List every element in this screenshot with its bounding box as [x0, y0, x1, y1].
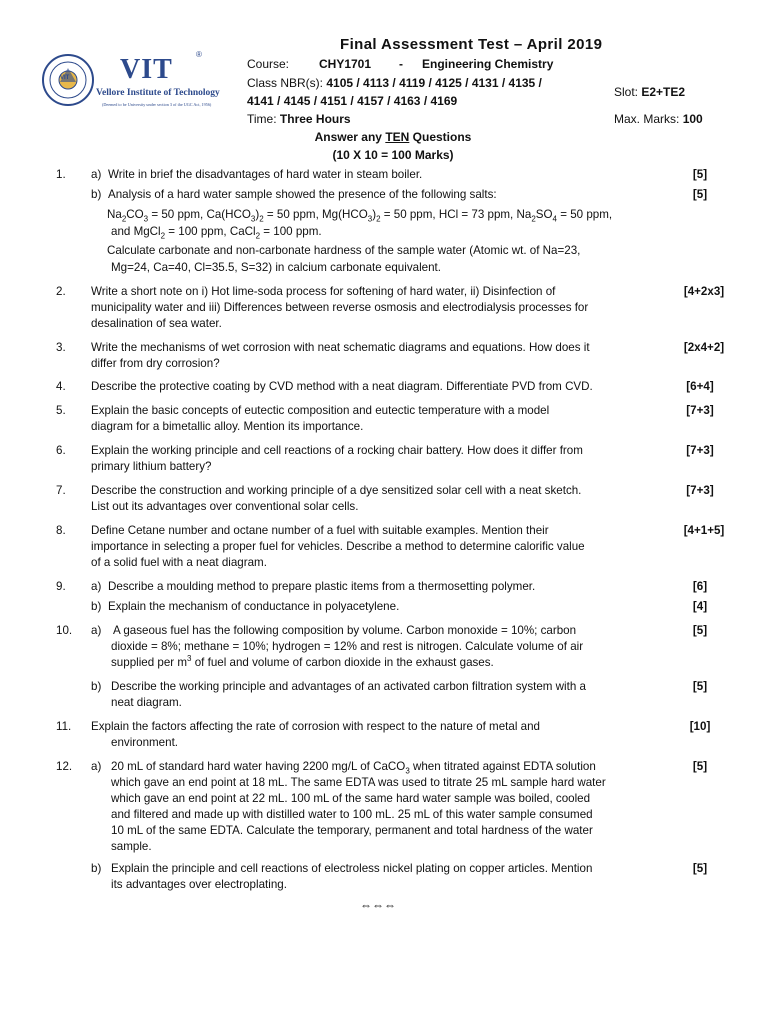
q11-marks: [10]	[689, 720, 711, 733]
q2-marks: [4+2x3]	[683, 285, 725, 298]
q10b-marks: [5]	[692, 680, 708, 693]
q5-number: 5.	[56, 404, 66, 417]
q1b-label: b)	[91, 188, 102, 201]
q9a-marks: [6]	[692, 580, 708, 593]
q1a-label: a)	[91, 168, 102, 181]
slot-row	[614, 83, 685, 101]
q10a-l1: A gaseous fuel has the following composition by volume. Carbon monoxide = 10%; carbon	[113, 624, 577, 637]
q6-number: 6.	[56, 444, 66, 457]
salts-formula-1: $Na_2CO_3 = 50$ ppm, $Ca(HCO_3)_2 = 50$ ppm, $Mg(HCO_3)_2 = 50$ ppm, HCl = 73 ppm, $Na_2SO_4 = 50$ ppm,	[107, 208, 613, 224]
q5-marks: [7+3]	[686, 404, 714, 417]
q12a-l3: which gave an end point at 22 mL. 100 mL of the same hard water sample was boiled, cooled	[111, 792, 591, 805]
q10b-label: b)	[91, 680, 102, 693]
time-label: Time:	[247, 112, 277, 126]
registered-mark: ®	[196, 50, 202, 59]
q10a-l3: supplied per $m^3$ of fuel and volume of carbon dioxide in the exhaust gases.	[111, 654, 494, 669]
course-label: Course:	[247, 57, 290, 71]
q6-l2: primary lithium battery?	[91, 460, 212, 473]
slot-value: E2+TE2	[641, 85, 686, 99]
q6-marks: [7+3]	[686, 444, 714, 457]
q7-number: 7.	[56, 484, 66, 497]
q9b-label: b)	[91, 600, 102, 613]
logo-text: VIT	[120, 54, 173, 85]
max-marks-row	[614, 110, 703, 128]
q7-l2: List out its advantages over conventional solar cells.	[91, 500, 359, 513]
max-marks-value: 100	[682, 112, 703, 126]
slot-label: Slot:	[614, 85, 639, 99]
q12b-marks: [5]	[692, 862, 708, 875]
q8-marks: [4+1+5]	[683, 524, 725, 537]
time-value: Three Hours	[279, 112, 351, 126]
q1-number: 1.	[56, 168, 66, 181]
class-numbers-line2: 4141 / 4145 / 4151 / 4157 / 4163 / 4169	[247, 94, 458, 108]
q12a-marks: [5]	[692, 760, 708, 773]
q10b-l2: neat diagram.	[111, 696, 182, 709]
class-row-1	[247, 74, 542, 92]
course-code: CHY1701	[319, 57, 372, 71]
q2-number: 2.	[56, 285, 66, 298]
q11-number: 11.	[56, 720, 72, 733]
instr-post: Questions	[412, 130, 472, 144]
end-of-paper-arrows-icon: ⇔⇔⇔	[360, 898, 396, 912]
q1b-calc-l1: Calculate carbonate and non-carbonate hardness of the sample water (Atomic wt. of Na=23,	[107, 244, 581, 257]
q4-number: 4.	[56, 380, 66, 393]
q12b-l1: Explain the principle and cell reactions of electroless nickel plating on copper articles. Mention	[111, 862, 593, 875]
q3-l1: Write the mechanisms of wet corrosion with neat schematic diagrams and equations. How does it	[91, 341, 590, 354]
q10b-l1: Describe the working principle and advantages of an activated carbon filtration system with a	[111, 680, 586, 693]
q12a-l5: 10 mL of the same EDTA. Calculate the temporary, permanent and total hardness of the water	[111, 824, 593, 837]
instr-pre: Answer any	[314, 130, 382, 144]
class-numbers-line1: 4105 / 4113 / 4119 / 4125 / 4131 / 4135 /	[326, 76, 542, 90]
q4-marks: [6+4]	[686, 380, 714, 393]
q8-l2: importance in selecting a proper fuel for vehicles. Describe a method to determine calorific value	[91, 540, 585, 553]
q3-marks: [2x4+2]	[683, 341, 725, 354]
instructions-line2: (10 X 10 = 100 Marks)	[332, 148, 454, 162]
q10-number: 10.	[56, 624, 73, 637]
q12a-l1: 20 mL of standard hard water having 2200 mg/L of CaCO$_3$ when titrated against EDTA solution	[111, 760, 596, 776]
q10a-label: a)	[91, 624, 102, 637]
q1a-text: Write in brief the disadvantages of hard water in steam boiler.	[108, 168, 423, 181]
vit-logo	[40, 52, 220, 112]
q12-number: 12.	[56, 760, 73, 773]
q4-l1: Describe the protective coating by CVD method with a neat diagram. Differentiate PVD from CVD.	[91, 380, 593, 393]
q5-l1: Explain the basic concepts of eutectic composition and eutectic temperature with a model	[91, 404, 550, 417]
course-name: Engineering Chemistry	[422, 57, 554, 71]
q11-l1: Explain the factors affecting the rate of corrosion with respect to the nature of metal and	[91, 720, 540, 733]
instructions-line1	[250, 128, 536, 146]
q7-marks: [7+3]	[686, 484, 714, 497]
logo-institute-name: Vellore Institute of Technology	[96, 88, 220, 98]
q9b-marks: [4]	[692, 600, 708, 613]
q12b-l2: its advantages over electroplating.	[111, 878, 287, 891]
q8-l3: of a solid fuel with a neat diagram.	[91, 556, 267, 569]
q12a-l4: and filtered and made up with distilled water to 100 mL. 25 mL of this water sample consumed	[111, 808, 593, 821]
q2-l3: desalination of sea water.	[91, 317, 222, 330]
q10a-marks: [5]	[692, 624, 708, 637]
q9-number: 9.	[56, 580, 66, 593]
instr-ten: TEN	[385, 130, 410, 144]
q1b-marks: [5]	[692, 188, 708, 201]
q2-l1: Write a short note on i) Hot lime-soda process for softening of hard water, ii) Disinfection of	[91, 285, 556, 298]
max-marks-label: Max. Marks:	[614, 112, 680, 126]
q12a-label: a)	[91, 760, 102, 773]
q8-number: 8.	[56, 524, 66, 537]
q1b-text: Analysis of a hard water sample showed the presence of the following salts:	[108, 188, 497, 201]
course-row	[247, 55, 554, 73]
q9b-text: Explain the mechanism of conductance in polyacetylene.	[108, 600, 400, 613]
exam-title: Final Assessment Test – April 2019	[340, 36, 603, 53]
q8-l1: Define Cetane number and octane number of a fuel with suitable examples. Mention their	[91, 524, 549, 537]
class-label: Class NBR(s):	[247, 76, 324, 90]
seal-text: VIT	[60, 75, 70, 81]
q12a-l6: sample.	[111, 840, 152, 853]
q12b-label: b)	[91, 862, 102, 875]
q12a-l2: which gave an end point at 18 mL. The same EDTA was used to titrate 25 mL sample hard water	[111, 776, 606, 789]
q5-l2: diagram for a bimetallic alloy. Mention its importance.	[91, 420, 364, 433]
q11-l2: environment.	[111, 736, 179, 749]
q2-l2: municipality water and iii) Differences between reverse osmosis and electrodialysis processes for	[91, 301, 589, 314]
q1b-calc-l2: Mg=24, Ca=40, Cl=35.5, S=32) in calcium carbonate equivalent.	[111, 261, 441, 274]
q7-l1: Describe the construction and working principle of a dye sensitized solar cell with a neat sketch.	[91, 484, 582, 497]
salts-formula-2: and MgCl$_2$ = 100 ppm, CaCl$_2$ = 100 ppm.	[111, 225, 322, 241]
class-row-2	[247, 92, 457, 110]
course-dash: -	[399, 57, 403, 71]
q3-l2: differ from dry corrosion?	[91, 357, 220, 370]
q9a-text: Describe a moulding method to prepare plastic items from a thermosetting polymer.	[108, 580, 536, 593]
q10a-l2: dioxide = 8%; methane = 10%; hydrogen = 12% and rest is nitrogen. Calculate volume of air	[111, 640, 584, 653]
logo-tagline: (Deemed to be University under section 3 of the UGC Act, 1956)	[102, 102, 212, 107]
q3-number: 3.	[56, 341, 66, 354]
q6-l1: Explain the working principle and cell reactions of a rocking chair battery. How does it differ from	[91, 444, 583, 457]
q9a-label: a)	[91, 580, 102, 593]
q1a-marks: [5]	[692, 168, 708, 181]
time-row	[247, 110, 351, 128]
